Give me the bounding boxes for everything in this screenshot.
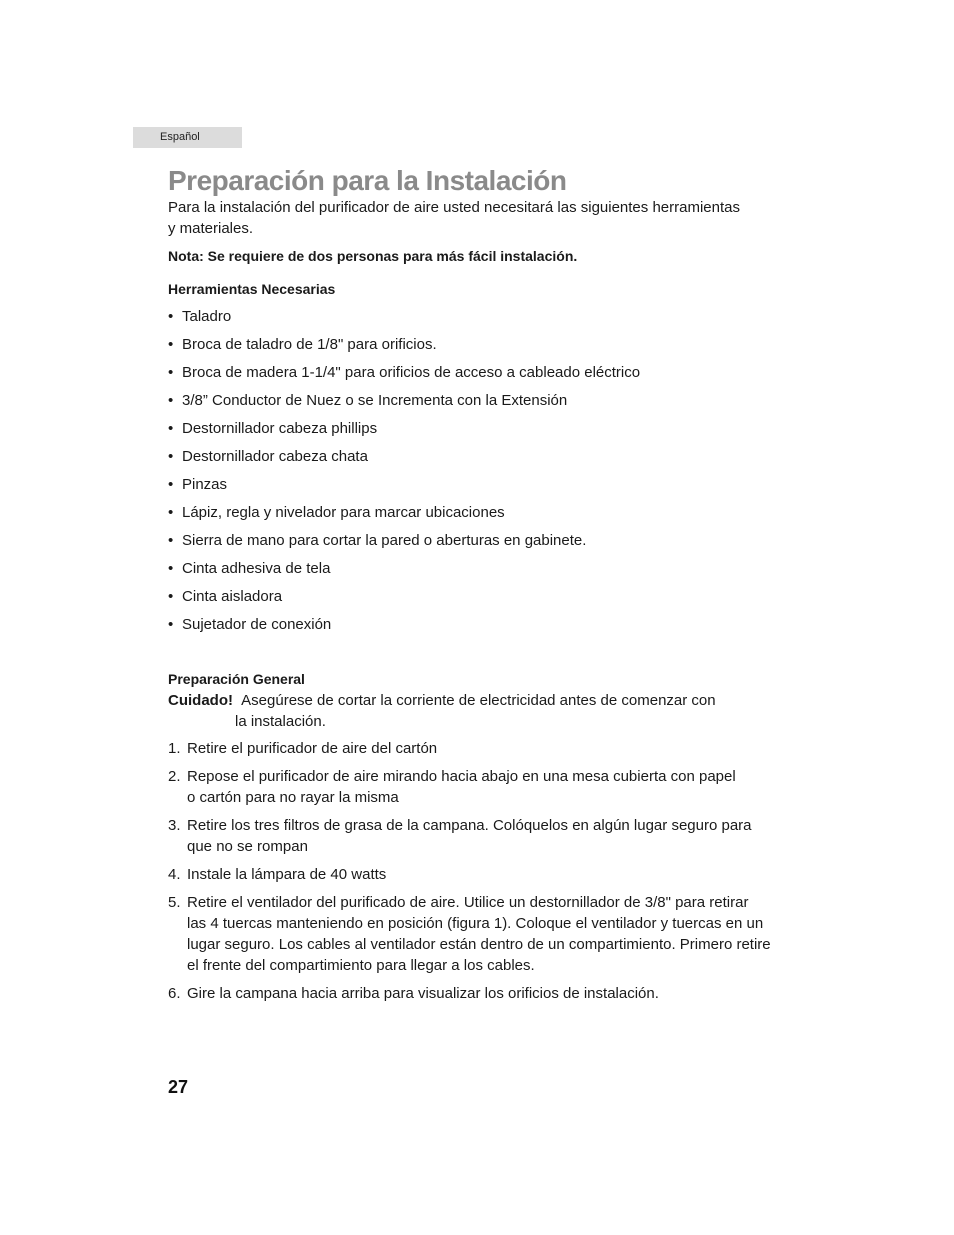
- page-number: 27: [168, 1077, 189, 1097]
- tool-item: [168, 446, 640, 474]
- tool-item: [168, 390, 640, 418]
- step-number: 4.: [168, 866, 181, 883]
- tool-item-label: 3/8” Conductor de Nuez o se Incrementa con la Extensión: [182, 392, 568, 409]
- caution-text: Asegúrese de cortar la corriente de electricidad antes de comenzar con: [241, 692, 716, 709]
- language-tab: Español: [133, 127, 242, 148]
- tools-list: [168, 306, 640, 642]
- step-line: Retire los tres filtros de grasa de la campana. Colóquelos en algún lugar seguro para: [187, 817, 752, 834]
- steps-list: [168, 738, 787, 1011]
- tool-item: [168, 334, 640, 362]
- tool-item-label: Broca de madera 1-1/4" para orificios de acceso a cableado eléctrico: [182, 364, 641, 381]
- bullet: •: [168, 448, 174, 465]
- tool-item-label: Pinzas: [182, 476, 228, 493]
- caution-line-2: la instalación.: [235, 713, 326, 730]
- page-title: Preparación para la Instalación: [168, 165, 567, 196]
- step-number: 3.: [168, 817, 181, 834]
- bullet: •: [168, 504, 174, 521]
- tool-item-label: Cinta adhesiva de tela: [182, 560, 331, 577]
- step-item: [168, 864, 787, 885]
- tool-item-label: Sujetador de conexión: [182, 616, 332, 633]
- step-line: o cartón para no rayar la misma: [187, 789, 399, 806]
- caution-label: Cuidado!: [168, 692, 233, 709]
- note: Nota: Se requiere de dos personas para más fácil instalación.: [168, 248, 578, 264]
- bullet: •: [168, 560, 174, 577]
- step-line: Retire el ventilador del purificado de aire. Utilice un destornillador de 3/8" para retirar: [187, 894, 749, 911]
- tools-heading: Herramientas Necesarias: [168, 281, 336, 297]
- tool-item: [168, 502, 640, 530]
- bullet: •: [168, 476, 174, 493]
- bullet: •: [168, 420, 174, 437]
- step-item: [168, 892, 787, 976]
- step-item: [168, 766, 787, 808]
- tool-item: [168, 418, 640, 446]
- tool-item-label: Destornillador cabeza chata: [182, 448, 368, 465]
- step-number: 6.: [168, 985, 181, 1002]
- intro-line-2: y materiales.: [168, 220, 254, 237]
- bullet: •: [168, 392, 174, 409]
- tool-item-label: Sierra de mano para cortar la pared o aberturas en gabinete.: [182, 532, 587, 549]
- step-number: 5.: [168, 894, 181, 911]
- tool-item-label: Cinta aisladora: [182, 588, 283, 605]
- tool-item-label: Taladro: [182, 308, 232, 325]
- step-line: que no se rompan: [187, 838, 308, 855]
- bullet: •: [168, 336, 174, 353]
- step-item: [168, 738, 787, 759]
- step-number: 2.: [168, 768, 181, 785]
- step-line: el frente del compartimiento para llegar a los cables.: [187, 957, 535, 974]
- step-line: Retire el purificador de aire del cartón: [187, 740, 438, 757]
- step-item: [168, 815, 787, 857]
- bullet: •: [168, 364, 174, 381]
- tool-item: [168, 306, 640, 334]
- step-item: [168, 983, 787, 1004]
- step-line: Repose el purificador de aire mirando hacia abajo en una mesa cubierta con papel: [187, 768, 736, 785]
- tool-item: [168, 614, 640, 642]
- tool-item: [168, 530, 640, 558]
- tool-item: [168, 474, 640, 502]
- step-number: 1.: [168, 740, 181, 757]
- bullet: •: [168, 308, 174, 325]
- tool-item: [168, 558, 640, 586]
- step-line: Instale la lámpara de 40 watts: [187, 866, 387, 883]
- tool-item-label: Lápiz, regla y nivelador para marcar ubicaciones: [182, 504, 505, 521]
- intro-line-1: Para la instalación del purificador de aire usted necesitará las siguientes herramientas: [168, 199, 740, 216]
- step-line: lugar seguro. Los cables al ventilador están dentro de un compartimiento. Primero retire: [187, 936, 771, 953]
- step-line: las 4 tuercas manteniendo en posición (figura 1). Coloque el ventilador y tuercas en un: [187, 915, 764, 932]
- tool-item: [168, 586, 640, 614]
- tool-item: [168, 362, 640, 390]
- step-line: Gire la campana hacia arriba para visualizar los orificios de instalación.: [187, 985, 659, 1002]
- bullet: •: [168, 588, 174, 605]
- tool-item-label: Broca de taladro de 1/8" para orificios.: [182, 336, 437, 353]
- prep-heading: Preparación General: [168, 671, 305, 687]
- bullet: •: [168, 532, 174, 549]
- caution-line-1: [168, 690, 716, 711]
- tool-item-label: Destornillador cabeza phillips: [182, 420, 378, 437]
- bullet: •: [168, 616, 174, 633]
